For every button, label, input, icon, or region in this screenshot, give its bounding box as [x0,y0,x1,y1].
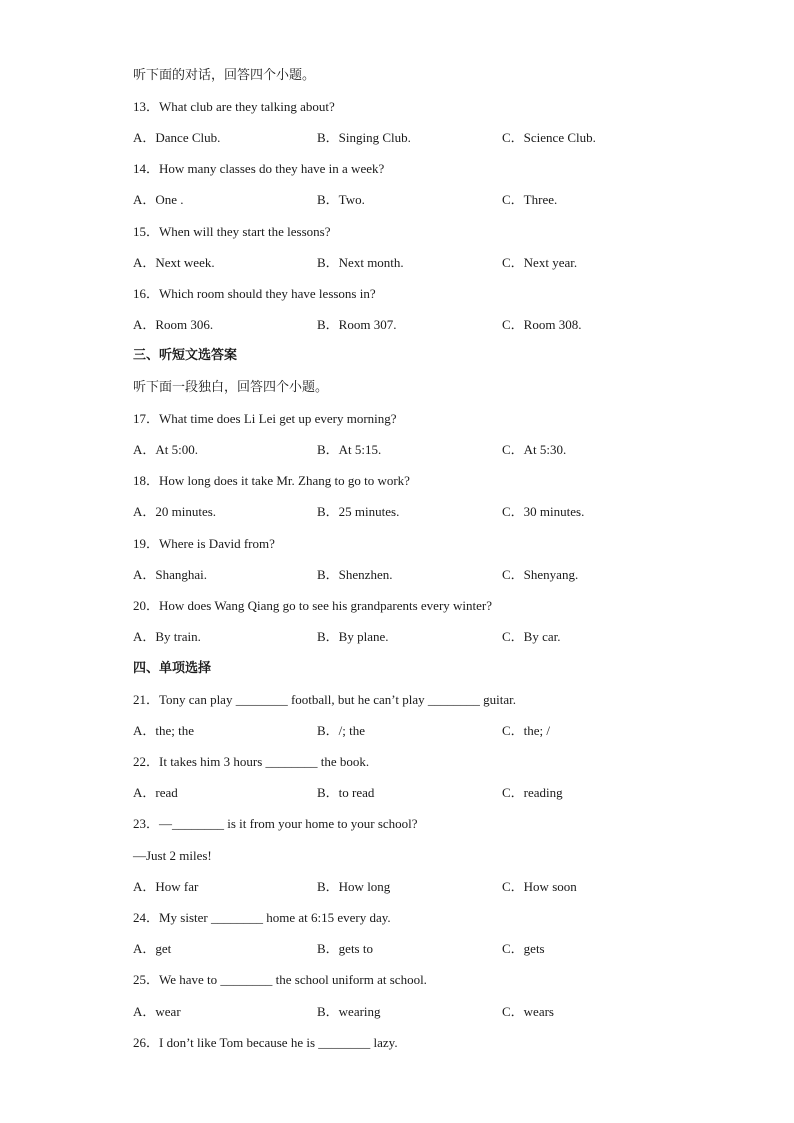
question-18: 18．How long does it take Mr. Zhang to go to work? [133,473,410,488]
section-3-instruction: 听下面一段独白，回答四个小题。 [133,380,329,395]
q16-option-a: A．Room 306. [133,317,214,332]
q17-option-b: B．At 5:15. [317,442,382,457]
q17-option-a: A．At 5:00. [133,442,199,457]
q21-option-b: B．/; the [317,723,366,738]
dialogue-instruction: 听下面的对话，回答四个小题。 [133,68,316,83]
q13-option-a: A．Dance Club. [133,130,221,145]
q24-option-a: A．get [133,941,172,956]
q20-option-a: A．By train. [133,629,201,644]
q17-option-c: C．At 5:30. [502,442,567,457]
q22-option-b: B．to read [317,785,375,800]
q23-option-c: C．How soon [502,879,577,894]
q18-option-b: B．25 minutes. [317,504,400,519]
question-13: 13．What club are they talking about? [133,99,335,114]
q16-option-b: B．Room 307. [317,317,397,332]
q14-option-b: B．Two. [317,192,365,207]
question-23: 23．—________ is it from your home to your school? [133,816,418,831]
question-17: 17．What time does Li Lei get up every morning? [133,411,397,426]
question-15: 15．When will they start the lessons? [133,224,331,239]
q18-option-c: C．30 minutes. [502,504,585,519]
q21-option-c: C．the; / [502,723,551,738]
question-19: 19．Where is David from? [133,536,275,551]
q13-option-c: C．Science Club. [502,130,596,145]
q19-option-a: A．Shanghai. [133,567,208,582]
q22-option-c: C．reading [502,785,563,800]
q14-option-a: A．One . [133,192,184,207]
question-21: 21．Tony can play ________ football, but he can’t play ________ guitar. [133,692,517,707]
question-26: 26．I don’t like Tom because he is ________ lazy. [133,1035,398,1050]
q16-option-c: C．Room 308. [502,317,582,332]
q25-option-b: B．wearing [317,1004,381,1019]
q24-option-b: B．gets to [317,941,373,956]
q25-option-c: C．wears [502,1004,554,1019]
q19-option-c: C．Shenyang. [502,567,579,582]
q15-option-b: B．Next month. [317,255,404,270]
q18-option-a: A．20 minutes. [133,504,217,519]
q23-option-b: B．How long [317,879,391,894]
question-20: 20．How does Wang Qiang go to see his grandparents every winter? [133,598,493,613]
section-4-title: 四、单项选择 [133,661,212,676]
question-16: 16．Which room should they have lessons in? [133,286,376,301]
q15-option-a: A．Next week. [133,255,215,270]
q20-option-b: B．By plane. [317,629,389,644]
q22-option-a: A．read [133,785,178,800]
q15-option-c: C．Next year. [502,255,578,270]
question-25: 25．We have to ________ the school uniform at school. [133,972,427,987]
q25-option-a: A．wear [133,1004,181,1019]
q14-option-c: C．Three. [502,192,558,207]
question-22: 22．It takes him 3 hours ________ the book. [133,754,370,769]
section-3-title: 三、听短文选答案 [133,348,238,363]
question-24: 24．My sister ________ home at 6:15 every day. [133,910,391,925]
q21-option-a: A．the; the [133,723,195,738]
q24-option-c: C．gets [502,941,545,956]
q23-option-a: A．How far [133,879,199,894]
q19-option-b: B．Shenzhen. [317,567,393,582]
question-14: 14．How many classes do they have in a week? [133,161,385,176]
question-23-reply: —Just 2 miles! [133,848,212,863]
q13-option-b: B．Singing Club. [317,130,411,145]
q20-option-c: C．By car. [502,629,561,644]
